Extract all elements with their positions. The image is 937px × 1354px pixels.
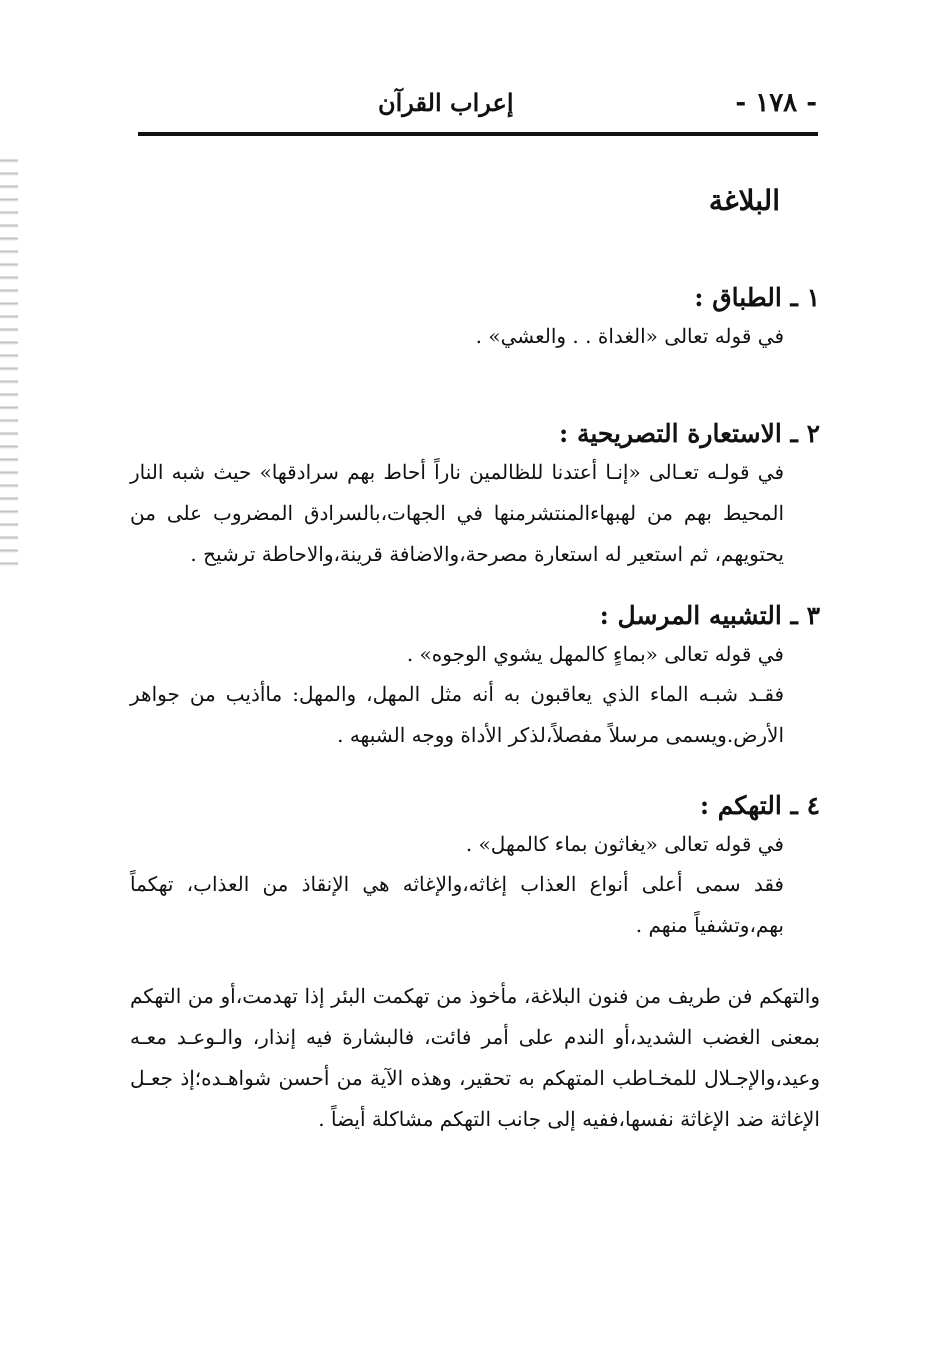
- scan-edge-mark: [0, 150, 18, 570]
- item-paragraph: فقد سمى أعلى أنواع العذاب إغاثه،والإغاثه هي الإنقاذ من العذاب، تهكماً بهم،وتشفياً منهم .: [130, 872, 784, 937]
- page-number: - ١٧٨ -: [735, 88, 817, 118]
- header-rule: [138, 132, 818, 136]
- item-istiara: [130, 416, 820, 575]
- item-tahakkum: [130, 788, 820, 946]
- item-heading: ٣ ـ التشبيه المرسل :: [599, 601, 820, 630]
- item-heading: ١ ـ الطباق :: [694, 283, 820, 312]
- item-heading: ٢ ـ الاستعارة التصريحية :: [559, 419, 820, 448]
- item-heading: ٤ ـ التهكم :: [699, 791, 820, 820]
- section-title: البلاغة: [708, 184, 780, 217]
- item-paragraph: فقـد شبـه الماء الذي يعاقبون به أنه مثل المهل، والمهل: ماأذيب من جواهر الأرض.ويسمى مرسلاً مفصلاً،لذكر الأداة ووجه الشبهه .: [130, 682, 784, 747]
- item-line: في قوله تعالى «الغداة . . والعشي» .: [475, 324, 784, 348]
- closing-section: [130, 976, 820, 1140]
- item-paragraph: في قولـه تعـالى «إنـا أعتدنا للظالمين ناراً أحاط بهم سرادقها» حيث شبه النار المحيط بهم من لهبهاءالمنتشرمنها في الجهات،بالسرادق المضروب على من يحتويهم، ثم استعير له استعارة مصرحة،والاضافة قرينة،والاحاطة ترشيح .: [130, 460, 784, 566]
- item-line: في قوله تعالى «يغاثون بماء كالمهل» .: [465, 832, 784, 856]
- page-header: [138, 84, 817, 126]
- item-tashbih: [130, 598, 820, 756]
- book-title: إعراب القرآن: [378, 88, 514, 117]
- item-line: في قوله تعالى «بماءٍ كالمهل يشوي الوجوه» .: [406, 642, 784, 666]
- closing-paragraph: والتهكم فن طريف من فنون البلاغة، مأخوذ من تهكمت البئر إذا تهدمت،أو من التهكم بمعنى الغضب الشديد،أو الندم على أمر فائت، فالبشارة فيه إنذار، والـوعـد معـه وعيد،والإجـلال للمخـاطب المتهكم به تحقير، وهذه الآية من أحسن شواهـده؛إذ جعـل الإغاثة ضد الإغاثة نفسها،ففيه إلى جانب التهكم مشاكلة أيضاً .: [130, 984, 820, 1131]
- item-tibaq: [130, 280, 820, 356]
